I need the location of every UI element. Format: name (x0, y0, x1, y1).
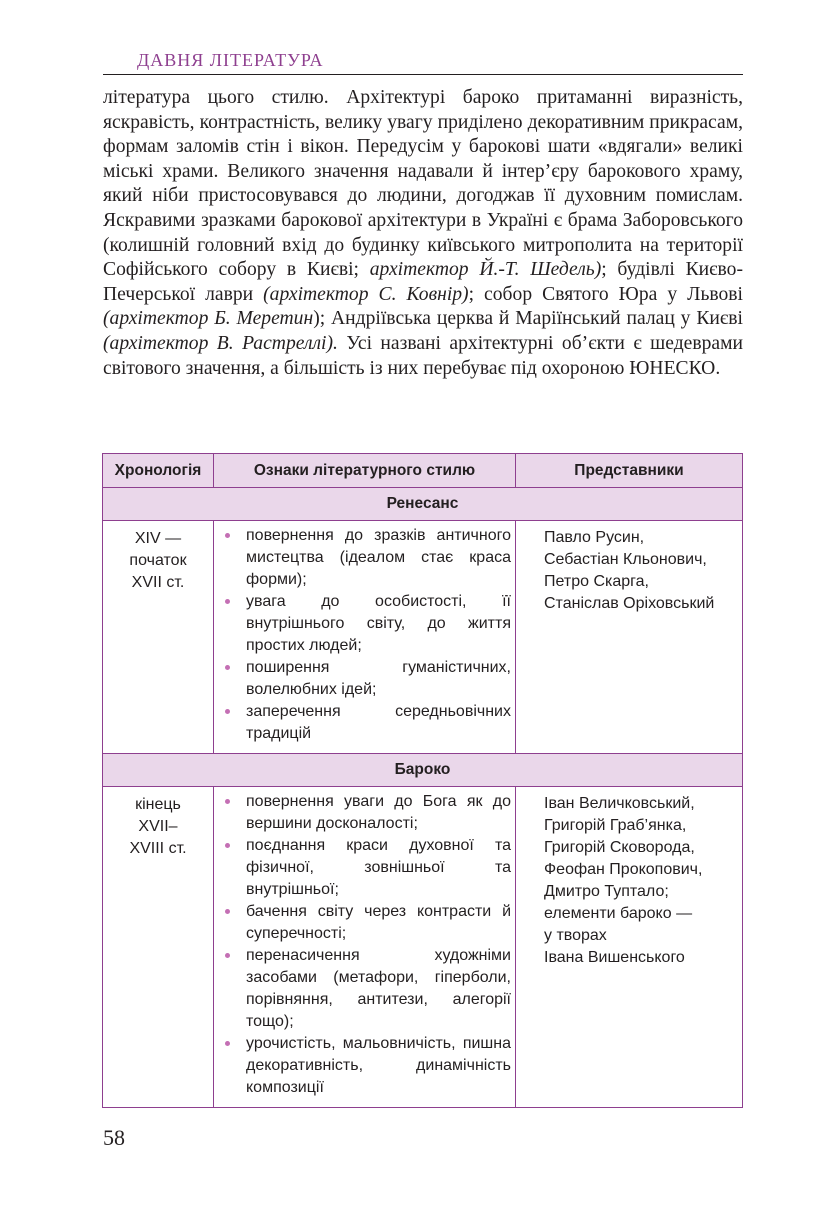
representative: Станіслав Оріховський (544, 595, 715, 612)
representative: Петро Скарга, (544, 573, 649, 590)
representatives-cell (516, 787, 743, 1108)
representative: Дмитро Туптало; (544, 883, 669, 900)
paragraph-text: ; собор Святого Юра у Львові (468, 283, 743, 305)
chronology-line: кінець (135, 796, 181, 813)
paragraph-text: література цього стилю. Архітектурі бароко притаманні виразність, яскравість, контрастність, велику увагу приділено декоративним прикрасам, формам заломів стін і вікон. Передусім у барокові шати «вдягали» великі міські храми. Великого значення надавали й інтер’єру барокового храму, який ніби пристосовувався до людини, догоджав її духовним помислам. Яскравими зразками барокової архітектури в Україні є брама Заборовського (колишній головний вхід до будинку київського митрополита на території Софійського собору в Києві; (103, 87, 743, 281)
column-header-features: Ознаки літературного стилю (214, 454, 516, 488)
paragraph-italic: (архітектор Б. Меретин (103, 308, 314, 330)
list-item: бачення світу через контрасти й суперечності; (218, 901, 511, 945)
representative: у творах (544, 927, 607, 944)
representatives-cell (516, 521, 743, 754)
representative: Григорій Сковорода, (544, 839, 695, 856)
running-header-title: ДАВНЯ ЛІТЕРАТУРА (137, 50, 324, 70)
section-title: Ренесанс (103, 488, 743, 521)
features-cell (214, 787, 516, 1108)
paragraph-text: Усі названі архітектурні об’єкти є шедеврами світового значення, а більшість із них перебуває під охороною ЮНЕСКО. (103, 332, 743, 379)
list-item: урочистість, мальовничість, пишна декоративність, динамічність композиції (218, 1033, 511, 1099)
paragraph-italic: (архітектор В. Растреллі). (103, 332, 338, 354)
table-header-row (103, 454, 743, 488)
list-item: повернення уваги до Бога як до вершини досконалості; (218, 791, 511, 835)
body-paragraph (103, 86, 743, 381)
paragraph-text: ; будівлі Києво-Печерської лаври (103, 259, 743, 305)
section-row-renaissance (103, 488, 743, 521)
representative: Івана Вишенського (544, 949, 685, 966)
representative: Себастіан Кльонович, (544, 551, 707, 568)
representative: Павло Русин, (544, 529, 645, 546)
literary-styles-table (102, 453, 743, 1108)
paragraph-italic: (архітектор С. Ковнір) (263, 283, 469, 305)
representative: елементи бароко — (544, 905, 693, 922)
chronology-line: початок (129, 552, 187, 569)
list-item: поєднання краси духовної та фізичної, зовнішньої та внутрішньої; (218, 835, 511, 901)
representative: Іван Величковський, (544, 795, 695, 812)
list-item: поширення гуманістичних, волелюбних ідей; (218, 657, 511, 701)
chronology-cell (103, 521, 214, 754)
features-cell (214, 521, 516, 754)
list-item: заперечення середньовічних традицій (218, 701, 511, 745)
chronology-line: XVII ст. (131, 574, 185, 591)
list-item: перенасичення художніми засобами (метафори, гіперболи, порівняння, антитези, алегорії тощо); (218, 945, 511, 1033)
representative: Григорій Граб’янка, (544, 817, 687, 834)
column-header-chronology: Хронологія (103, 454, 214, 488)
paragraph-italic: архітектор Й.-Т. Шедель) (369, 259, 602, 281)
features-list (218, 791, 511, 1099)
page-number: 58 (103, 1125, 125, 1150)
running-header (103, 50, 743, 75)
table-row (103, 521, 743, 754)
chronology-line: XVII– (138, 818, 178, 835)
features-list (218, 525, 511, 745)
section-title: Бароко (103, 754, 743, 787)
chronology-cell (103, 787, 214, 1108)
section-row-baroque (103, 754, 743, 787)
chronology-line: XVIII ст. (129, 840, 187, 857)
table-row (103, 787, 743, 1108)
paragraph-text: ); Андріївська церква й Маріїнський палац у Києві (313, 308, 744, 330)
representative: Феофан Прокопович, (544, 861, 703, 878)
list-item: увага до особистості, її внутрішнього світу, до життя простих людей; (218, 591, 511, 657)
list-item: повернення до зразків античного мистецтва (ідеалом стає краса форми); (218, 525, 511, 591)
column-header-representatives: Представники (516, 454, 743, 488)
chronology-line: XIV — (134, 530, 182, 547)
